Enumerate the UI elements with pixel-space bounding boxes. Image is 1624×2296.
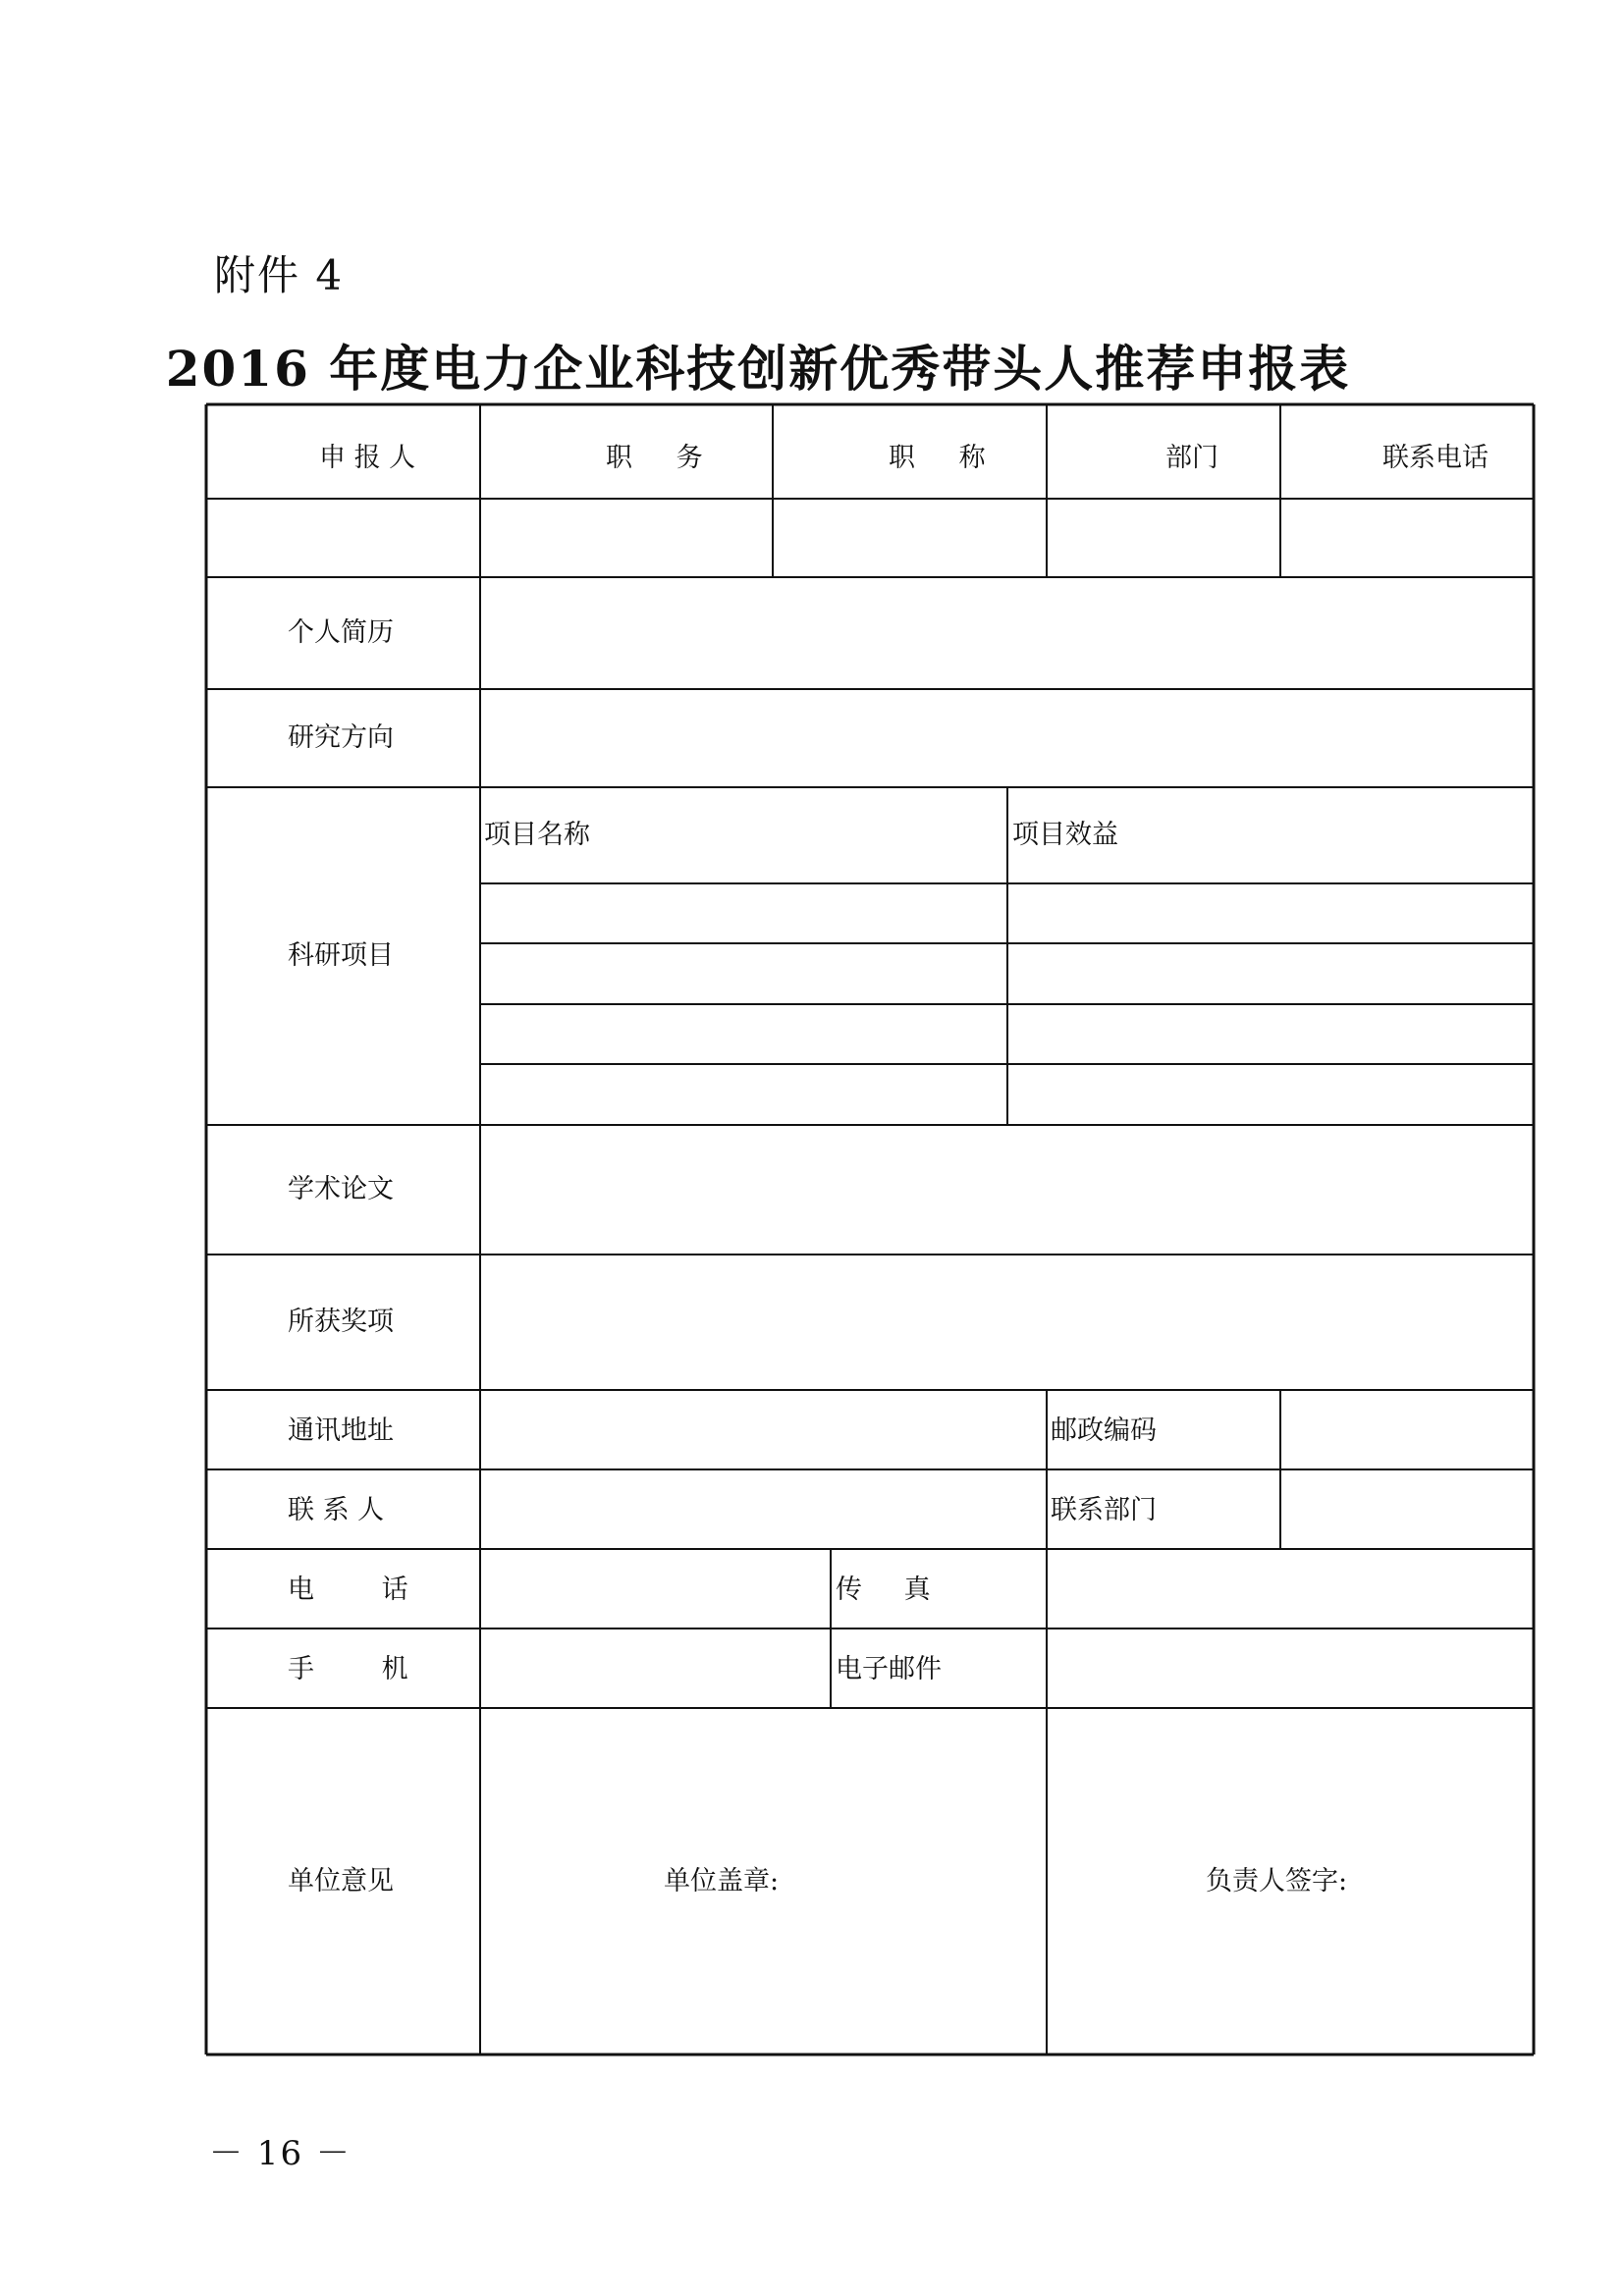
research-direction-label: 研究方向: [288, 722, 394, 753]
contact-department-label: 联系部门: [1051, 1495, 1157, 1525]
unit-seal-label: 单位盖章:: [664, 1866, 780, 1896]
phone-label: 电 话: [288, 1575, 408, 1605]
address-label: 通讯地址: [288, 1415, 394, 1446]
applicant-label: 申 报 人: [319, 443, 416, 473]
papers-label: 学术论文: [288, 1174, 394, 1204]
research-projects-label: 科研项目: [288, 940, 394, 971]
department-label: 部门: [1165, 443, 1218, 473]
project-name-header: 项目名称: [484, 820, 590, 850]
position-label: 职 务: [606, 443, 703, 473]
unit-opinion-label: 单位意见: [288, 1866, 394, 1896]
email-label: 电子邮件: [836, 1654, 942, 1684]
page-number: － 16 －: [209, 2134, 352, 2173]
postcode-label: 邮政编码: [1051, 1415, 1157, 1446]
leader-signature-label: 负责人签字:: [1206, 1866, 1348, 1896]
contact-phone-label: 联系电话: [1382, 443, 1489, 473]
fax-label: 传 真: [836, 1575, 931, 1605]
job-title-label: 职 称: [889, 443, 986, 473]
attachment-label: 附件 4: [214, 251, 345, 299]
project-benefit-header: 项目效益: [1012, 820, 1118, 850]
mobile-label: 手 机: [288, 1654, 408, 1684]
contact-person-label: 联 系 人: [288, 1495, 385, 1525]
awards-label: 所获奖项: [288, 1307, 394, 1337]
form-title-text: 2016 年度电力企业科技创新优秀带头人推荐申报表: [165, 340, 1351, 398]
resume-label: 个人简历: [288, 617, 394, 648]
